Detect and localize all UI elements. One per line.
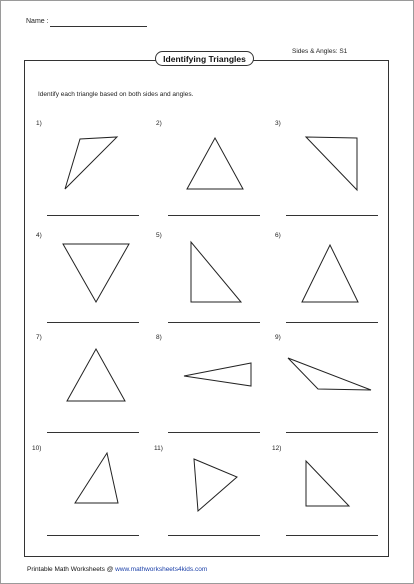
footer — [27, 566, 207, 573]
problem-number: 11) — [154, 445, 163, 452]
problem-number: 10) — [32, 445, 42, 452]
answer-line[interactable] — [168, 215, 260, 216]
instructions-text: Identify each triangle based on both sides and angles. — [38, 91, 194, 98]
answer-line[interactable] — [286, 215, 378, 216]
problem-number: 9) — [275, 334, 281, 341]
answer-line[interactable] — [47, 322, 139, 323]
problem-number: 3) — [275, 120, 281, 127]
problem-number: 4) — [36, 232, 42, 239]
footer-prefix: Printable Math Worksheets @ — [27, 566, 116, 573]
problem-number: 2) — [156, 120, 162, 127]
answer-line[interactable] — [47, 432, 139, 433]
problem-number: 1) — [36, 120, 42, 127]
worksheet-code: Sides & Angles: S1 — [292, 48, 348, 55]
worksheet-border — [24, 60, 389, 557]
answer-line[interactable] — [47, 535, 139, 536]
answer-line[interactable] — [47, 215, 139, 216]
answer-line[interactable] — [286, 322, 378, 323]
answer-line[interactable] — [168, 535, 260, 536]
answer-line[interactable] — [168, 432, 260, 433]
problem-number: 7) — [36, 334, 42, 341]
name-field-line[interactable] — [50, 26, 147, 27]
answer-line[interactable] — [286, 432, 378, 433]
footer-site-link[interactable]: www.mathworksheets4kids.com — [115, 566, 208, 573]
name-label: Name : — [26, 18, 49, 25]
worksheet-title: Identifying Triangles — [155, 51, 254, 66]
problem-number: 6) — [275, 232, 281, 239]
problem-number: 12) — [272, 445, 282, 452]
problem-number: 5) — [156, 232, 162, 239]
answer-line[interactable] — [168, 322, 260, 323]
answer-line[interactable] — [286, 535, 378, 536]
problem-number: 8) — [156, 334, 162, 341]
